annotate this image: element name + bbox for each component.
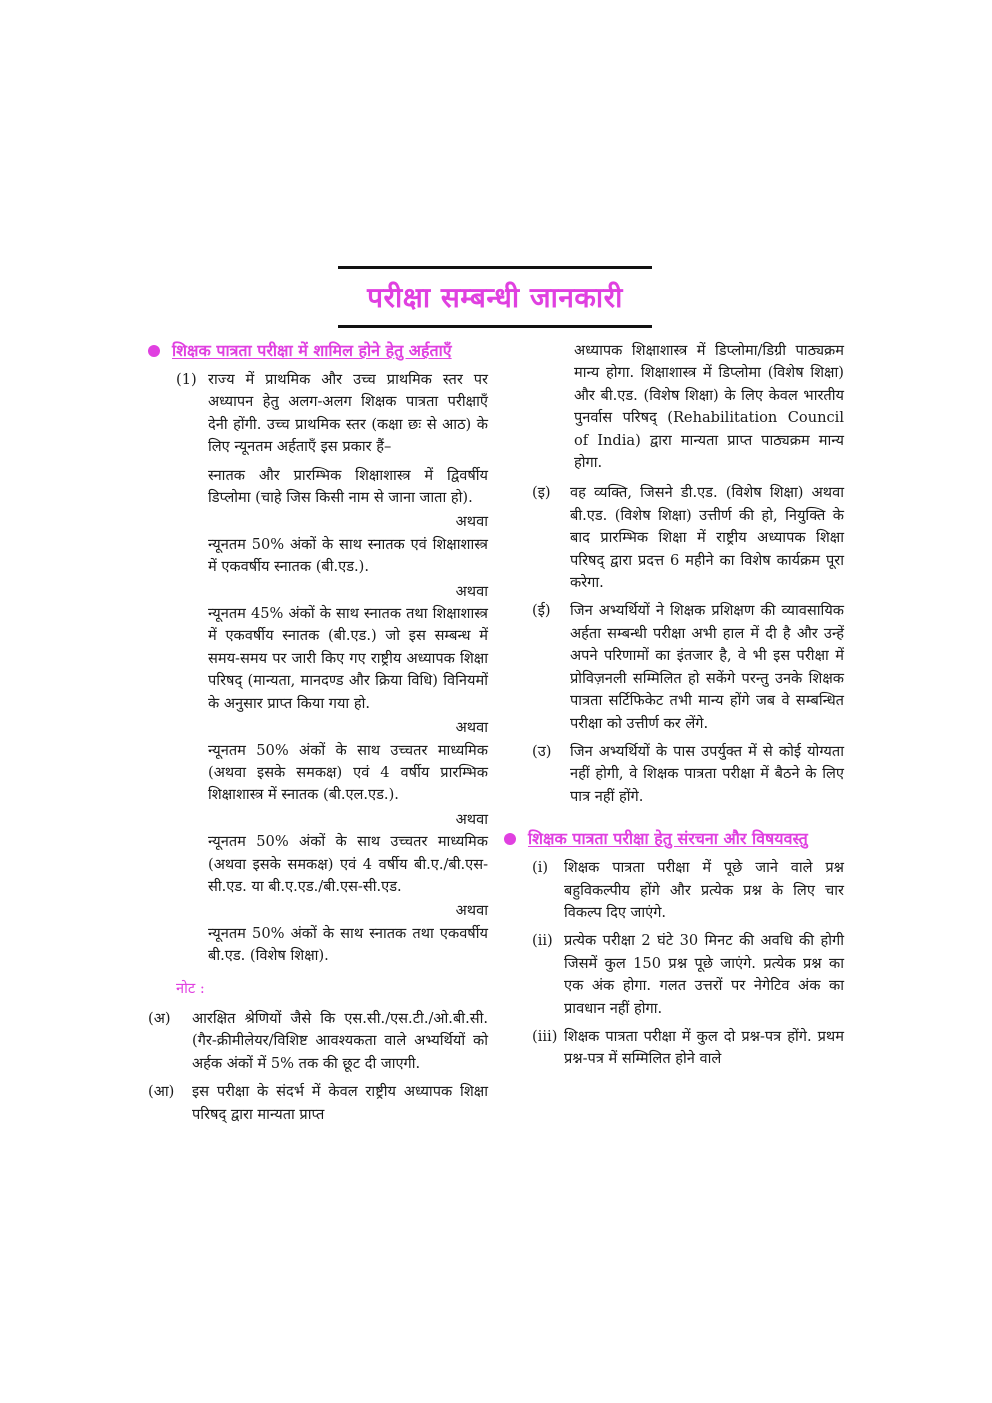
- note-continuation: अध्यापक शिक्षाशास्त्र में डिप्लोमा/डिग्री पाठ्यक्रम मान्य होगा. शिक्षाशास्त्र में डिप्लोमा (विशेष शिक्षा) और बी.एड. (विशेष शिक्षा) के लिए केवल भारतीय पुनर्वास परिषद् (Rehabilitation Council of India) द्वारा मान्यता प्राप्त पाठ्यक्रम मान्य होगा.: [574, 342, 844, 472]
- note-number: (इ): [532, 484, 551, 502]
- or-label: अथवा: [455, 513, 488, 531]
- note-item: [504, 741, 844, 808]
- note-item: [504, 482, 844, 594]
- right-column: [504, 340, 844, 1077]
- note-label: नोट :: [176, 979, 205, 997]
- list-item: [504, 857, 844, 924]
- note-number: (आ): [148, 1083, 175, 1101]
- item-text: राज्य में प्राथमिक और उच्च प्राथमिक स्तर पर अध्यापन हेतु अलग-अलग शिक्षक पात्रता परीक्षाएँ देनी होंगी. उच्च प्राथमिक स्तर (कक्षा छः से आठ) के लिए न्यूनतम अर्हताएँ इस प्रकार हैं–: [208, 371, 488, 456]
- note-text: इस परीक्षा के संदर्भ में केवल राष्ट्रीय अध्यापक शिक्षा परिषद् द्वारा मान्यता प्राप्त: [192, 1083, 488, 1123]
- spacer: [504, 814, 844, 828]
- or-label: अथवा: [455, 902, 488, 920]
- qualification-option: स्नातक और प्रारम्भिक शिक्षाशास्त्र में द्विवर्षीय डिप्लोमा (चाहे जिस किसी नाम से जाना जाता हो).: [208, 466, 488, 507]
- bullet-icon: [148, 345, 160, 357]
- item-number: (i): [532, 859, 549, 877]
- list-item: [504, 930, 844, 1020]
- list-item: [504, 1026, 844, 1071]
- section-heading-text: शिक्षक पात्रता परीक्षा हेतु संरचना और विषयवस्तु: [528, 829, 808, 849]
- or-label: अथवा: [455, 582, 488, 600]
- qualification-option: न्यूनतम 50% अंकों के साथ उच्चतर माध्यमिक (अथवा इसके समकक्ष) एवं 4 वर्षीय प्रारम्भिक शिक्षाशास्त्र में स्नातक (बी.एल.एड.).: [208, 741, 488, 804]
- section-heading-eligibility: [148, 340, 488, 361]
- or-label: अथवा: [455, 810, 488, 828]
- note-text: वह व्यक्ति, जिसने डी.एड. (विशेष शिक्षा) अथवा बी.एड. (विशेष शिक्षा) उत्तीर्ण की हो, नियुक्ति के बाद प्रारम्भिक शिक्षा में राष्ट्रीय अध्यापक शिक्षा परिषद् द्वारा प्रदत्त 6 महीने का विशेष कार्यक्रम पूरा करेगा.: [570, 484, 844, 592]
- item-text: शिक्षक पात्रता परीक्षा में कुल दो प्रश्न-पत्र होंगे. प्रथम प्रश्न-पत्र में सम्मिलित होने वाले: [564, 1027, 844, 1068]
- note-text: आरक्षित श्रेणियों जैसे कि एस.सी./एस.टी./ओ.बी.सी. (गैर-क्रीमीलेयर/विशिष्ट आवश्यकता वाले अभ्यर्थियों को अर्हक अंकों में 5% तक की छूट दी जाएगी.: [192, 1009, 488, 1072]
- left-column: [148, 340, 488, 1132]
- note-item: [148, 1008, 488, 1075]
- note-text: जिन अभ्यर्थियों के पास उपर्युक्त में से कोई योग्यता नहीं होगी, वे शिक्षक पात्रता परीक्षा में बैठने के लिए पात्र नहीं होंगे.: [570, 742, 844, 805]
- page-title-box: [338, 266, 652, 328]
- item-number: (ii): [532, 932, 553, 950]
- qualification-option: न्यूनतम 45% अंकों के साथ स्नातक तथा शिक्षाशास्त्र में एकवर्षीय स्नातक (बी.एड.) जो इस सम्बन्ध में समय-समय पर जारी किए गए राष्ट्रीय अध्यापक शिक्षा परिषद् (मान्यता, मानदण्ड और क्रिया विधि) विनियमों के अनुसार प्राप्त किया गया हो.: [208, 605, 488, 712]
- item-number: (1): [176, 371, 197, 388]
- note-item: [148, 1081, 488, 1126]
- qualification-option: न्यूनतम 50% अंकों के साथ स्नातक तथा एकवर्षीय बी.एड. (विशेष शिक्षा).: [208, 924, 488, 965]
- page-title: परीक्षा सम्बन्धी जानकारी: [367, 281, 623, 314]
- list-item: [148, 369, 488, 459]
- bullet-icon: [504, 833, 516, 845]
- item-text: प्रत्येक परीक्षा 2 घंटे 30 मिनट की अवधि की होगी जिसमें कुल 150 प्रश्न पूछे जाएंगे. प्रत्येक प्रश्न का एक अंक होगा. गलत उत्तरों पर नेगेटिव अंक का प्रावधान नहीं होगा.: [564, 932, 844, 1017]
- section-heading-text: शिक्षक पात्रता परीक्षा में शामिल होने हेतु अर्हताएँ: [172, 341, 452, 360]
- qualification-option: न्यूनतम 50% अंकों के साथ स्नातक एवं शिक्षाशास्त्र में एकवर्षीय स्नातक (बी.एड.).: [208, 535, 488, 576]
- note-number: (ई): [532, 602, 551, 620]
- note-text: जिन अभ्यर्थियों ने शिक्षक प्रशिक्षण की व्यावसायिक अर्हता सम्बन्धी परीक्षा अभी हाल में दी है और उन्हें अपने परिणामों का इंतजार है, वे भी इस परीक्षा में प्रोविज़नली सम्मिलित हो सकेंगे परन्तु उनके शिक्षक पात्रता सर्टिफिकेट तभी मान्य होंगे जब वे सम्बन्धित परीक्षा को उत्तीर्ण कर लेंगे.: [570, 602, 844, 732]
- or-label: अथवा: [455, 719, 488, 737]
- qualification-option: न्यूनतम 50% अंकों के साथ उच्चतर माध्यमिक (अथवा इसके समकक्ष) एवं 4 वर्षीय बी.ए./बी.एस-सी.एड. या बी.ए.एड./बी.एस-सी.एड.: [208, 833, 488, 895]
- qualification-options: [148, 465, 488, 968]
- item-number: (iii): [532, 1027, 558, 1045]
- section-heading-structure: [504, 828, 844, 849]
- item-text: शिक्षक पात्रता परीक्षा में पूछे जाने वाले प्रश्न बहुविकल्पीय होंगे और प्रत्येक प्रश्न के लिए चार विकल्प दिए जाएंगे.: [564, 859, 844, 921]
- note-number: (उ): [532, 742, 552, 760]
- note-item: [504, 600, 844, 734]
- note-number: (अ): [148, 1009, 171, 1027]
